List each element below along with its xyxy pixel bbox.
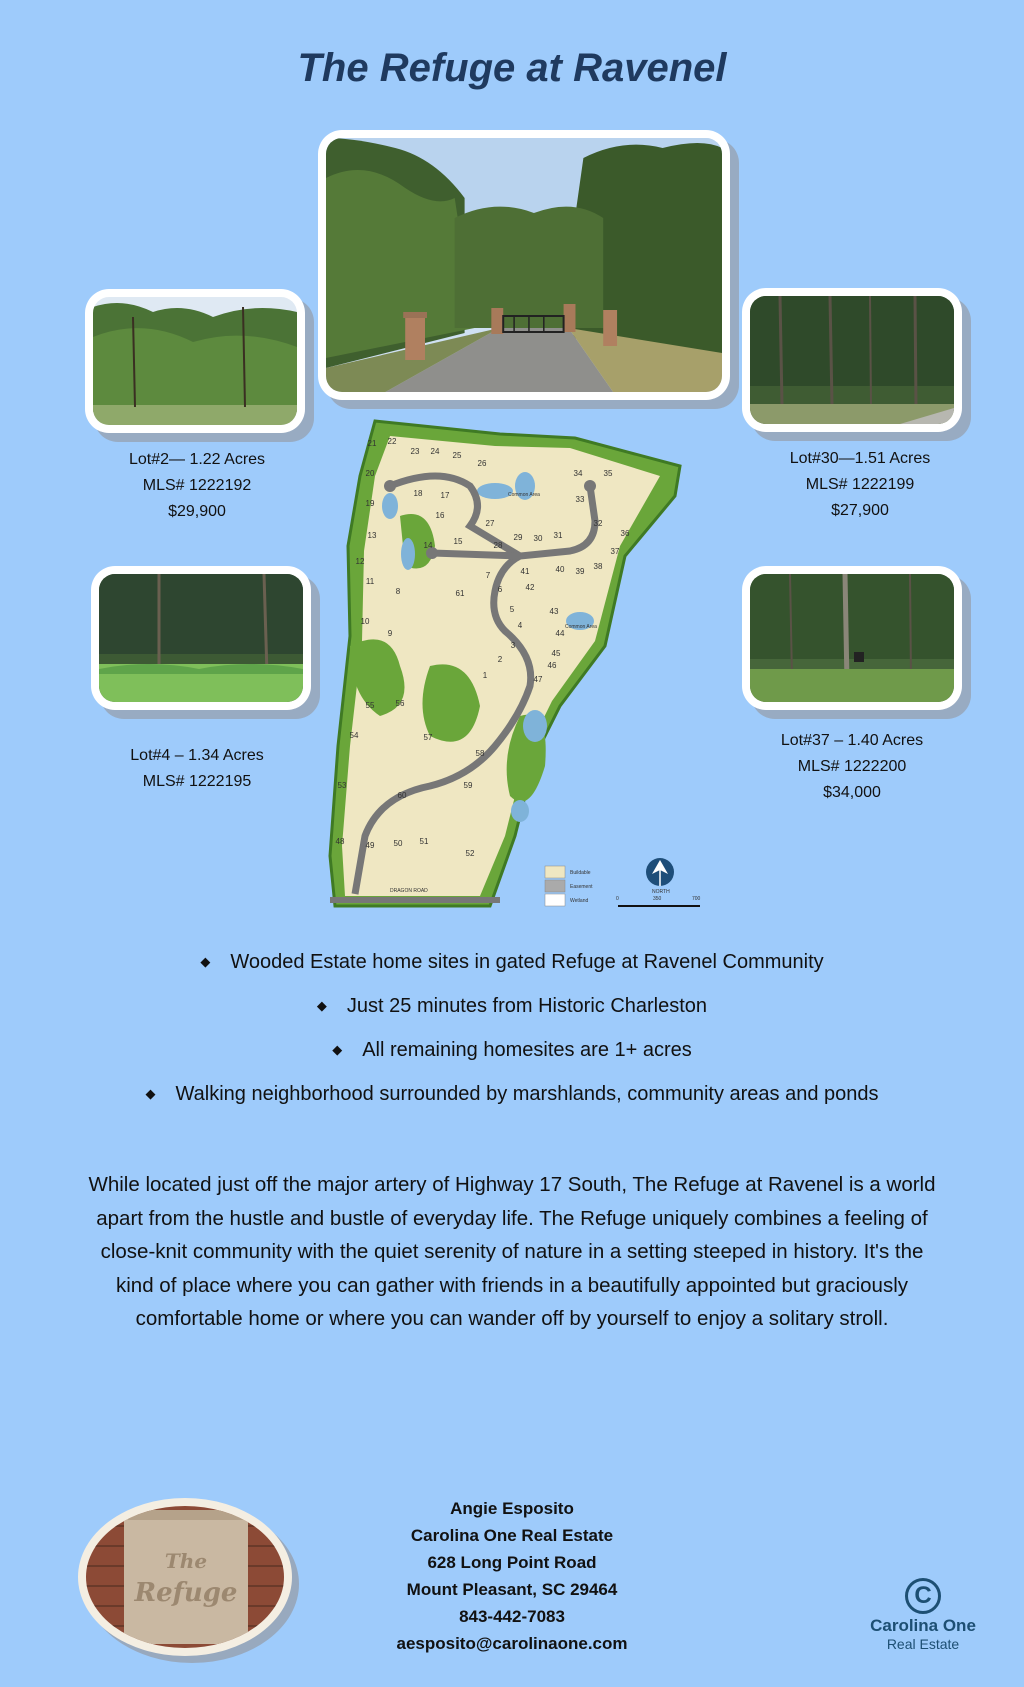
page-title: The Refuge at Ravenel <box>297 46 727 90</box>
map-lot-number: 34 <box>573 469 583 478</box>
lot-37-mls: MLS# 1222200 <box>797 758 907 775</box>
lot-30-price: $27,900 <box>831 502 889 519</box>
map-lot-number: 12 <box>355 557 365 566</box>
copyright-c-icon: C <box>905 1578 941 1614</box>
map-lot-number: 47 <box>533 675 543 684</box>
sign-text-line2: Refuge <box>134 1578 238 1608</box>
map-legend-2: Easement <box>570 884 593 890</box>
map-lot-number: 20 <box>365 469 375 478</box>
map-lot-number: 58 <box>475 749 485 758</box>
map-lot-number: 18 <box>413 489 423 498</box>
map-lot-number: 15 <box>453 537 463 546</box>
lot-37-price: $34,000 <box>823 784 881 801</box>
map-lot-number: 33 <box>575 495 585 504</box>
map-lot-number: 49 <box>365 841 375 850</box>
site-plan-map <box>320 416 720 914</box>
lot-37-info <box>752 728 952 806</box>
map-lot-number: 22 <box>387 437 397 446</box>
lot-30-mls: MLS# 1222199 <box>805 476 915 493</box>
sign-text-line1: The <box>164 1549 208 1573</box>
agent-city: Mount Pleasant, SC 29464 <box>406 1580 618 1599</box>
agent-phone[interactable]: 843-442-7083 <box>459 1607 565 1626</box>
map-lot-number: 51 <box>419 837 429 846</box>
gate-photo-frame <box>318 130 730 400</box>
feature-item: ◆ Walking neighborhood surrounded by marshlands, community areas and ponds <box>145 1083 879 1105</box>
map-lot-number: 13 <box>367 531 377 540</box>
community-description: While located just off the major artery of Highway 17 South, The Refuge at Ravenel is a world apart from the hustle and bustle of everyday life. The Refuge uniquely combines a feeling of close-knit community with the quiet serenity of nature in a setting steeped in history. It's the kind of place where you can gather with friends in a beautifully appointed but graciously comfortable home or where you can wander off by yourself to enjoy a solitary stroll. <box>88 1173 936 1330</box>
gate-photo <box>326 138 722 392</box>
map-lot-number: 10 <box>360 617 370 626</box>
map-lot-number: 17 <box>440 491 450 500</box>
map-common-area-1: Common Area <box>508 492 540 498</box>
map-lot-number: 14 <box>423 541 433 550</box>
map-lot-number: 36 <box>620 529 630 538</box>
map-lot-number: 4 <box>517 621 523 630</box>
map-lot-number: 1 <box>482 671 488 680</box>
map-lot-number: 5 <box>509 605 515 614</box>
lot-30-label: Lot#30—1.51 Acres <box>789 450 931 467</box>
map-lot-number: 7 <box>485 571 491 580</box>
map-lot-number: 42 <box>525 583 535 592</box>
map-lot-number: 38 <box>593 562 603 571</box>
lot-4-photo <box>99 574 303 702</box>
map-scale-max: 700 <box>692 896 701 902</box>
refuge-sign-photo <box>86 1506 284 1648</box>
lot-2-info <box>97 447 297 525</box>
map-lot-number: 57 <box>423 733 433 742</box>
map-lot-number: 6 <box>497 585 503 594</box>
diamond-bullet-icon: ◆ <box>332 1042 343 1057</box>
map-lot-number: 45 <box>551 649 561 658</box>
map-lot-number: 41 <box>520 567 530 576</box>
diamond-bullet-icon: ◆ <box>200 954 211 969</box>
map-lot-number: 37 <box>610 547 620 556</box>
map-lot-number: 24 <box>430 447 440 456</box>
north-arrow-icon <box>646 858 674 886</box>
map-common-area-2: Common Area <box>565 624 597 630</box>
map-lot-number: 21 <box>367 439 377 448</box>
map-north-label: NORTH <box>652 889 670 895</box>
lot-2-label: Lot#2— 1.22 Acres <box>128 451 266 468</box>
map-lot-number: 39 <box>575 567 585 576</box>
map-lot-number: 8 <box>395 587 401 596</box>
carolina-one-logo <box>858 1578 988 1652</box>
agent-name: Angie Esposito <box>450 1499 574 1518</box>
lot-2-photo-frame <box>85 289 305 433</box>
agent-contact <box>362 1495 662 1657</box>
feature-list <box>0 948 1024 1124</box>
map-lot-number: 27 <box>485 519 495 528</box>
map-lot-number: 29 <box>513 533 523 542</box>
lot-2-photo <box>93 297 297 425</box>
map-lot-number: 56 <box>395 699 405 708</box>
map-lot-number: 25 <box>452 451 462 460</box>
map-lot-number: 59 <box>463 781 473 790</box>
agent-company: Carolina One Real Estate <box>410 1526 614 1545</box>
lot-37-photo <box>750 574 954 702</box>
lot-4-info <box>97 743 297 795</box>
map-legend-1: Buildable <box>570 870 591 876</box>
brand-name: Carolina One <box>870 1616 976 1635</box>
map-lot-number: 3 <box>510 641 516 650</box>
map-lot-number: 44 <box>555 629 565 638</box>
feature-item: ◆ Wooded Estate home sites in gated Refuge at Ravenel Community <box>200 951 824 973</box>
lot-37-label: Lot#37 – 1.40 Acres <box>780 732 924 749</box>
lot-4-photo-frame <box>91 566 311 710</box>
refuge-sign-photo-frame <box>78 1498 292 1656</box>
map-lot-number: 16 <box>435 511 445 520</box>
agent-address: 628 Long Point Road <box>427 1553 597 1572</box>
map-lot-number: 32 <box>593 519 603 528</box>
map-lot-number: 52 <box>465 849 475 858</box>
agent-email[interactable]: aesposito@carolinaone.com <box>396 1634 628 1653</box>
map-lot-number: 55 <box>365 701 375 710</box>
map-road-label: DRAGON ROAD <box>390 888 428 894</box>
lot-2-price: $29,900 <box>168 503 226 520</box>
map-legend-3: Wetland <box>570 898 589 904</box>
lot-30-info <box>760 446 960 524</box>
map-lot-number: 30 <box>533 534 543 543</box>
feature-item: ◆ Just 25 minutes from Historic Charleston <box>316 995 708 1017</box>
map-lot-number: 19 <box>365 499 375 508</box>
diamond-bullet-icon: ◆ <box>316 998 327 1013</box>
lot-30-photo-frame <box>742 288 962 432</box>
map-lot-number: 40 <box>555 565 565 574</box>
brand-subtitle: Real Estate <box>886 1636 960 1652</box>
diamond-bullet-icon: ◆ <box>145 1086 156 1101</box>
map-scale-mid: 350 <box>653 896 662 902</box>
map-lot-number: 28 <box>493 541 503 550</box>
lot-4-label: Lot#4 – 1.34 Acres <box>130 747 264 764</box>
lot-4-mls: MLS# 1222195 <box>142 773 252 790</box>
map-lot-number: 48 <box>335 837 345 846</box>
map-lot-number: 35 <box>603 469 613 478</box>
map-lot-number: 53 <box>337 781 347 790</box>
map-lot-number: 54 <box>349 731 359 740</box>
map-lot-number: 2 <box>497 655 503 664</box>
map-lot-number: 50 <box>393 839 403 848</box>
map-lot-number: 46 <box>547 661 557 670</box>
lot-30-photo <box>750 296 954 424</box>
feature-item: ◆ All remaining homesites are 1+ acres <box>332 1039 692 1061</box>
lot-2-mls: MLS# 1222192 <box>142 477 252 494</box>
map-lot-number: 11 <box>365 577 375 586</box>
lot-37-photo-frame <box>742 566 962 710</box>
map-lot-number: 60 <box>397 791 407 800</box>
map-lot-number: 43 <box>549 607 559 616</box>
map-lot-number: 23 <box>410 447 420 456</box>
map-lot-number: 26 <box>477 459 487 468</box>
map-lot-number: 31 <box>553 531 563 540</box>
map-lot-number: 61 <box>455 589 465 598</box>
map-scale-0: 0 <box>616 896 619 902</box>
map-lot-number: 9 <box>387 629 393 638</box>
